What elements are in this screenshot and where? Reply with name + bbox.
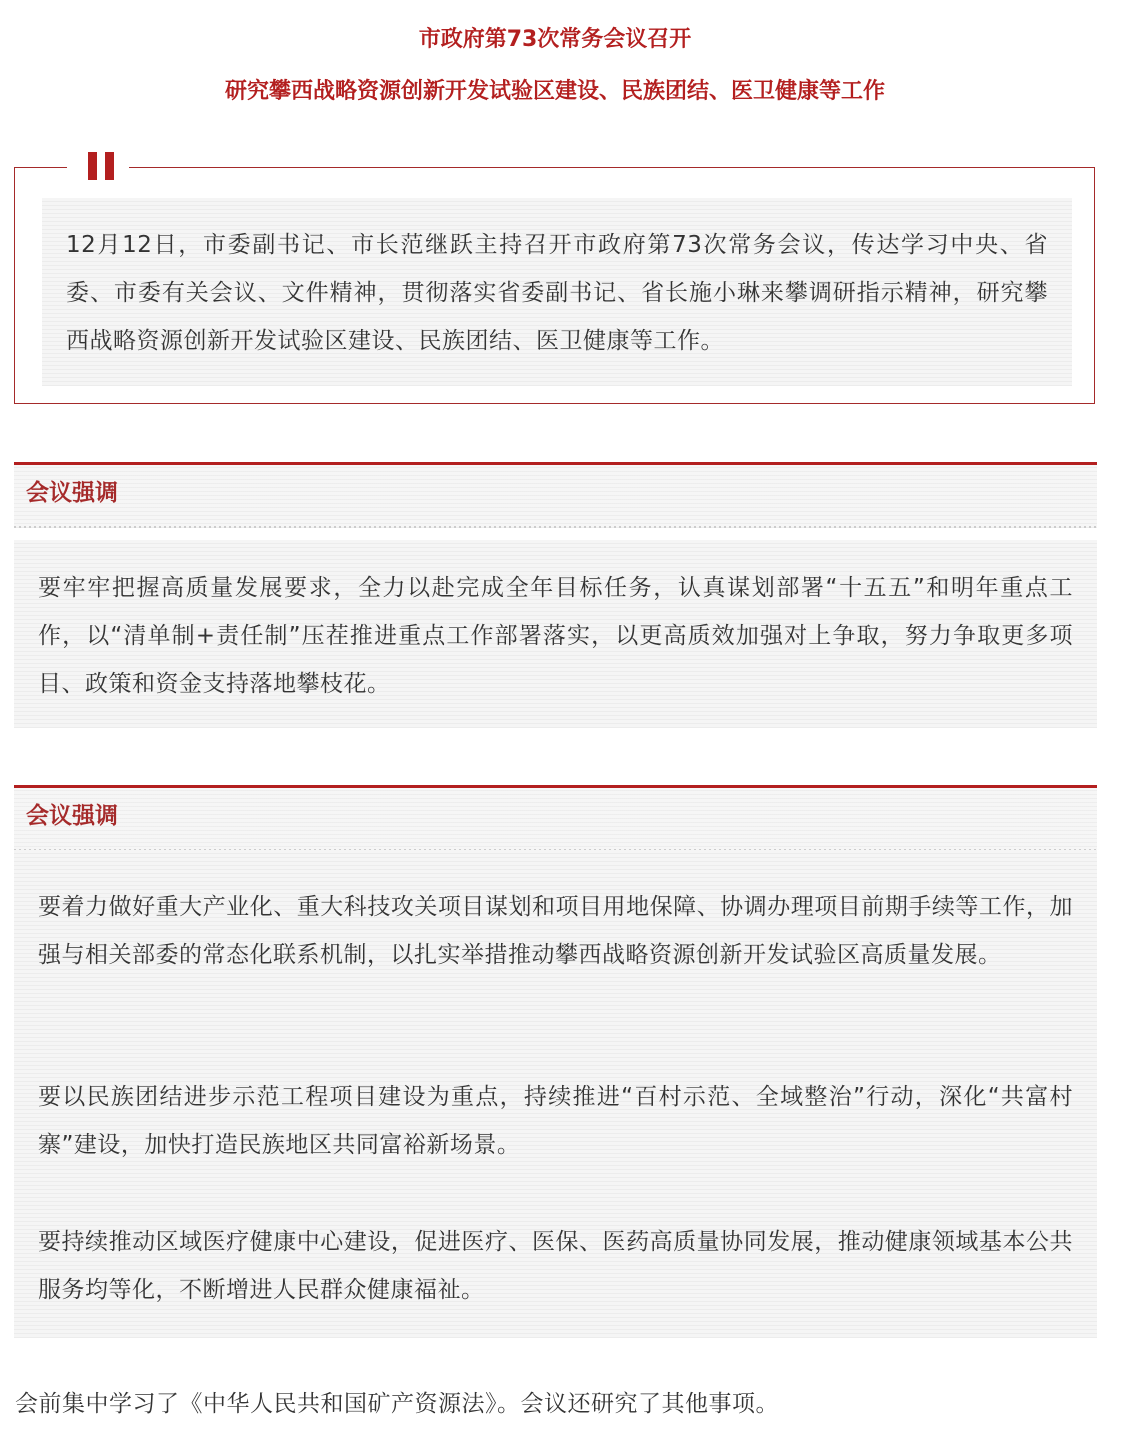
article-title-line-2: 研究攀西战略资源创新开发试验区建设、民族团结、医卫健康等工作: [224, 79, 885, 104]
quote-bar-left: [88, 152, 97, 180]
closing-paragraph: 会前集中学习了《中华人民共和国矿产资源法》。会议还研究了其他事项。: [15, 1391, 779, 1417]
section-paragraph: 要持续推动区域医疗健康中心建设，促进医疗、医保、医药高质量协同发展，推动健康领域基本公共服务均等化，不断增进人民群众健康福祉。: [38, 1229, 1073, 1303]
section-paragraph: 要着力做好重大产业化、重大科技攻关项目谋划和项目用地保障、协调办理项目前期手续等工作，加强与相关部委的常态化联系机制，以扎实举措推动攀西战略资源创新开发试验区高质量发展。: [38, 894, 1073, 968]
section-header: [14, 785, 1097, 851]
section-paragraph: 要牢牢把握高质量发展要求，全力以赴完成全年目标任务，认真谋划部署“十五五”和明年重点工作，以“清单制+责任制”压茬推进重点工作部署落实，以更高质效加强对上争取，努力争取更多项目、政策和资金支持落地攀枝花。: [38, 575, 1073, 697]
intro-box: [14, 167, 1095, 404]
section-heading: 会议强调: [26, 803, 118, 829]
article-title-line-1: 市政府第73次常务会议召开: [418, 27, 692, 52]
section-body: [14, 540, 1097, 728]
intro-panel: [42, 198, 1072, 386]
section-heading: 会议强调: [26, 480, 118, 506]
quote-bar-right: [105, 152, 114, 180]
section-paragraph: 要以民族团结进步示范工程项目建设为重点，持续推进“百村示范、全域整治”行动，深化“共富村寨”建设，加快打造民族地区共同富裕新场景。: [38, 1084, 1073, 1158]
section-header: [14, 462, 1097, 528]
intro-paragraph: 12月12日，市委副书记、市长范继跃主持召开市政府第73次常务会议，传达学习中央、省委、市委有关会议、文件精神，贯彻落实省委副书记、省长施小琳来攀调研指示精神，研究攀西战略资源创新开发试验区建设、民族团结、医卫健康等工作。: [66, 232, 1048, 354]
section-body: [14, 850, 1097, 1338]
dotted-divider: [14, 526, 1097, 528]
intro-border-gap: [67, 162, 129, 174]
